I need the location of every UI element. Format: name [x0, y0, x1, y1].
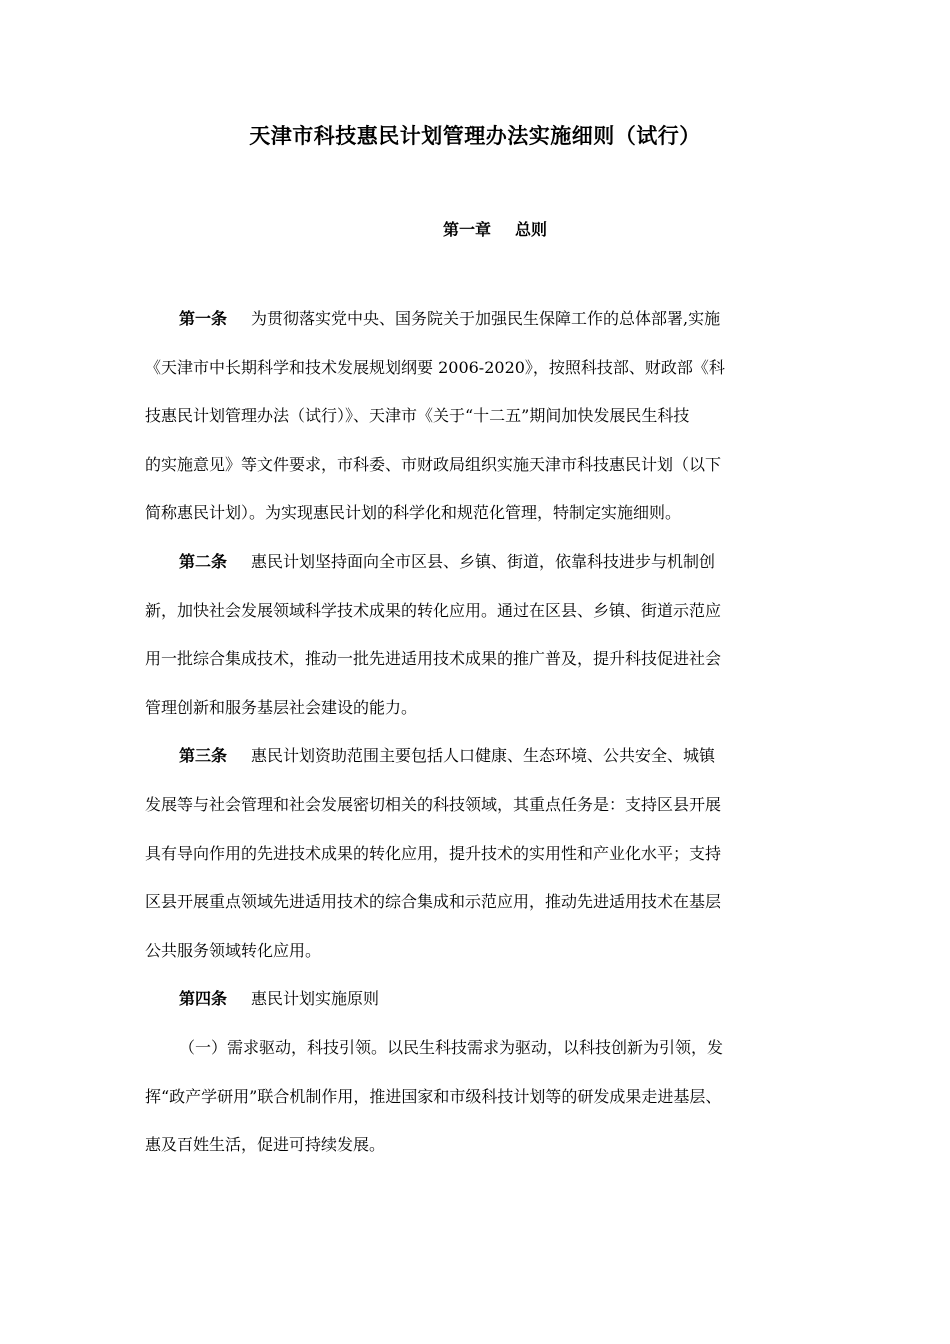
- article-4: [145, 975, 825, 1024]
- article-line: [145, 295, 825, 344]
- clause-line: （一）需求驱动，科技引领。以民生科技需求为驱动，以科技创新为引领，发: [179, 1037, 724, 1057]
- article-line: [145, 975, 825, 1024]
- document-body: [145, 295, 825, 1170]
- article-line: [145, 538, 825, 587]
- article-1: [145, 295, 825, 538]
- article-line: 公共服务领域转化应用。: [145, 940, 322, 960]
- article-line: 的实施意见》等文件要求，市科委、市财政局组织实施天津市科技惠民计划（以下: [145, 454, 722, 474]
- chapter-heading: [0, 212, 950, 248]
- article-line: 发展等与社会管理和社会发展密切相关的科技领域，其重点任务是：支持区县开展: [145, 794, 722, 814]
- clause-1: [145, 1024, 825, 1170]
- article-text: 惠民计划实施原则: [251, 989, 380, 1009]
- clause-line: 惠及百姓生活，促进可持续发展。: [145, 1135, 386, 1155]
- article-line: 用一批综合集成技术，推动一批先进适用技术成果的推广普及，提升科技促进社会: [145, 649, 722, 669]
- article-text: 惠民计划坚持面向全市区县、乡镇、街道，依靠科技进步与机制创: [251, 551, 716, 571]
- chapter-name: 总则: [515, 220, 548, 239]
- article-line: 《天津市中长期科学和技术发展规划纲要 2006-2020》，按照科技部、财政部《科: [145, 357, 725, 377]
- article-label: 第一条: [179, 309, 228, 328]
- document-title: 天津市科技惠民计划管理办法实施细则（试行）: [249, 123, 701, 148]
- clause-line: 挥“政产学研用”联合机制作用，推进国家和市级科技计划等的研发成果走进基层、: [145, 1086, 722, 1106]
- article-label: 第二条: [179, 551, 228, 571]
- article-label: 第四条: [179, 989, 228, 1009]
- article-text: 惠民计划资助范围主要包括人口健康、生态环境、公共安全、城镇: [251, 746, 716, 766]
- article-line: 具有导向作用的先进技术成果的转化应用，提升技术的实用性和产业化水平；支持: [145, 843, 722, 863]
- article-line: 简称惠民计划）。为实现惠民计划的科学化和规范化管理，特制定实施细则。: [145, 503, 682, 523]
- article-2: [145, 538, 825, 732]
- article-3: [145, 732, 825, 975]
- article-line: 技惠民计划管理办法（试行）》、天津市《关于“十二五”期间加快发展民生科技: [145, 406, 690, 426]
- chapter-number: 第一章: [442, 220, 491, 239]
- article-line: 新，加快社会发展领域科学技术成果的转化应用。通过在区县、乡镇、街道示范应: [145, 600, 722, 620]
- article-line: [145, 732, 825, 781]
- article-text: 为贯彻落实党中央、国务院关于加强民生保障工作的总体部署,实施: [251, 309, 721, 328]
- article-label: 第三条: [179, 746, 228, 766]
- article-line: 区县开展重点领域先进适用技术的综合集成和示范应用，推动先进适用技术在基层: [145, 892, 722, 912]
- article-line: 管理创新和服务基层社会建设的能力。: [145, 697, 418, 717]
